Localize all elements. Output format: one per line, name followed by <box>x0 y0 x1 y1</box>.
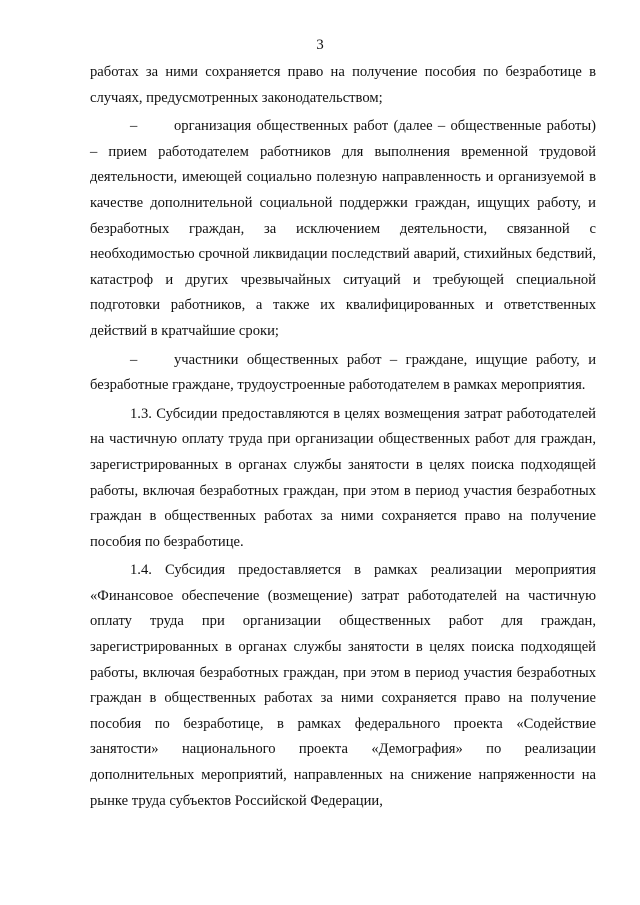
paragraph-1-3: 1.3. Субсидии предоставляются в целях возмещения затрат работодателей на частичную оплату труда при организации общественных работ для граждан, зарегистрированных в органах службы занятости в целях поиска подходящей работы, включая безработных граждан, при этом в период участия безработных граждан в общественных работах за ними сохраняется право на получение пособия по безработице. <box>90 405 596 550</box>
dash-marker: – <box>130 118 138 135</box>
paragraph-1-4: 1.4. Субсидия предоставляется в рамках реализации мероприятия «Финансовое обеспечение (возмещение) затрат работодателей на частичную оплату труда при организации общественных работ для граждан, зарегистрированных в органах службы занятости в целях поиска подходящей работы, включая безработных граждан, при этом в период участия безработных граждан в общественных работах за ними сохраняется право на получение пособия по безработице, в рамках федерального проекта «Содействие занятости» национального проекта «Демография» по реализации дополнительных мероприятий, направленных на снижение напряженности на рынке труда субъектов Российской Федерации, <box>90 562 596 809</box>
list-item-participants-definition <box>90 348 596 399</box>
list-item-public-works-definition <box>90 114 596 344</box>
list-item-text: участники общественных работ – граждане, ищущие работу, и безработные граждане, трудоустроенные работодателем в рамках мероприятия. <box>90 351 596 394</box>
document-body <box>90 60 596 817</box>
list-item-text: организация общественных работ (далее – общественные работы) – прием работодателем работников для выполнения временной трудовой деятельности, имеющей социально полезную направленность и организуемой в качестве дополнительной социальной поддержки граждан, ищущих работу, и безработных граждан, за исключением деятельности, связанной с необходимостью срочной ликвидации последствий аварий, стихийных бедствий, катастроф и других чрезвычайных ситуаций и требующей специальной подготовки работников, а также их квалифицированных и ответственных действий в кратчайшие сроки; <box>90 118 596 339</box>
dash-marker: – <box>130 351 138 368</box>
paragraph-continuation: работах за ними сохраняется право на получение пособия по безработице в случаях, предусмотренных законодательством; <box>90 64 596 106</box>
page-number: 3 <box>316 37 324 53</box>
